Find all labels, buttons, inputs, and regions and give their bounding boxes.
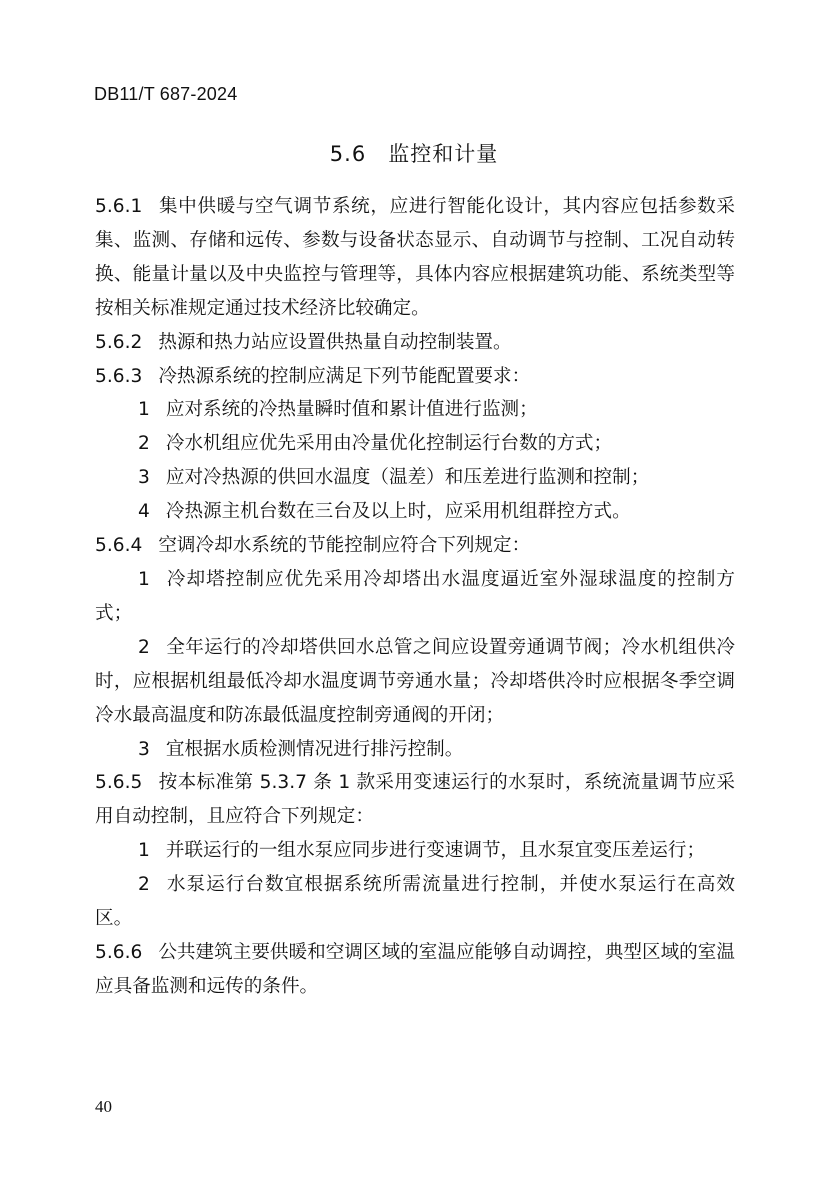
clause-5-6-4 xyxy=(95,529,735,563)
clause-number: 5.6.4 xyxy=(95,535,143,557)
item-number: 1 xyxy=(138,568,150,590)
list-item xyxy=(95,834,735,868)
item-number: 3 xyxy=(138,738,150,760)
item-text: 冷热源主机台数在三台及以上时，应采用机组群控方式。 xyxy=(165,501,631,523)
item-number: 1 xyxy=(138,840,150,862)
clause-text: 按本标准第 5.3.7 条 1 款采用变速运行的水泵时，系统流量调节应采用自动控制，且应符合下列规定： xyxy=(95,772,735,828)
page-number: 40 xyxy=(95,1097,112,1116)
item-text: 冷却塔控制应优先采用冷却塔出水温度逼近室外湿球温度的控制方式； xyxy=(95,568,735,624)
clause-number: 5.6.3 xyxy=(95,365,143,387)
section-title-text: 监控和计量 xyxy=(388,142,499,166)
clause-5-6-6 xyxy=(95,936,735,1004)
item-number: 1 xyxy=(138,399,150,421)
section-title xyxy=(0,138,828,168)
clause-text: 热源和热力站应设置供热量自动控制装置。 xyxy=(158,331,512,353)
item-text: 冷水机组应优先采用由冷量优化控制运行台数的方式； xyxy=(165,433,613,455)
clause-5-6-1 xyxy=(95,190,735,326)
clause-5-6-3 xyxy=(95,360,735,394)
document-code: DB11/T 687-2024 xyxy=(94,84,238,104)
item-text: 并联运行的一组水泵应同步进行变速调节，且水泵宜变压差运行； xyxy=(165,840,706,862)
clause-text: 冷热源系统的控制应满足下列节能配置要求： xyxy=(158,365,531,387)
item-number: 2 xyxy=(138,874,150,896)
list-item xyxy=(95,631,735,733)
clause-number: 5.6.2 xyxy=(95,331,143,353)
section-number: 5.6 xyxy=(329,142,367,166)
item-number: 4 xyxy=(138,501,150,523)
clause-text: 集中供暖与空气调节系统，应进行智能化设计，其内容应包括参数采集、监测、存储和远传、参数与设备状态显示、自动调节与控制、工况自动转换、能量计量以及中央监控与管理等，具体内容应根据建筑功能、系统类型等按相关标准规定通过技术经济比较确定。 xyxy=(95,196,735,319)
item-text: 应对冷热源的供回水温度（温差）和压差进行监测和控制； xyxy=(165,467,650,489)
document-body xyxy=(95,190,735,1004)
item-number: 3 xyxy=(138,467,150,489)
list-item xyxy=(95,461,735,495)
list-item xyxy=(95,393,735,427)
item-number: 2 xyxy=(138,433,150,455)
list-item xyxy=(95,563,735,631)
list-item xyxy=(95,427,735,461)
clause-5-6-5 xyxy=(95,766,735,834)
clause-number: 5.6.1 xyxy=(95,196,143,217)
list-item xyxy=(95,495,735,529)
clause-5-6-2 xyxy=(95,326,735,360)
item-number: 2 xyxy=(138,636,150,658)
clause-number: 5.6.6 xyxy=(95,941,143,963)
item-text: 应对系统的冷热量瞬时值和累计值进行监测； xyxy=(165,399,538,421)
item-text: 宜根据水质检测情况进行排污控制。 xyxy=(165,738,464,760)
clause-number: 5.6.5 xyxy=(95,772,143,794)
item-text: 全年运行的冷却塔供回水总管之间应设置旁通调节阀；冷水机组供冷时，应根据机组最低冷却水温度调节旁通水量；冷却塔供冷时应根据冬季空调冷水最高温度和防冻最低温度控制旁通阀的开闭； xyxy=(95,636,735,726)
clause-text: 空调冷却水系统的节能控制应符合下列规定： xyxy=(158,535,531,557)
list-item xyxy=(95,733,735,767)
clause-text: 公共建筑主要供暖和空调区域的室温应能够自动调控，典型区域的室温应具备监测和远传的条件。 xyxy=(95,941,735,997)
item-text: 水泵运行台数宜根据系统所需流量进行控制，并使水泵运行在高效区。 xyxy=(95,874,735,930)
list-item xyxy=(95,868,735,936)
